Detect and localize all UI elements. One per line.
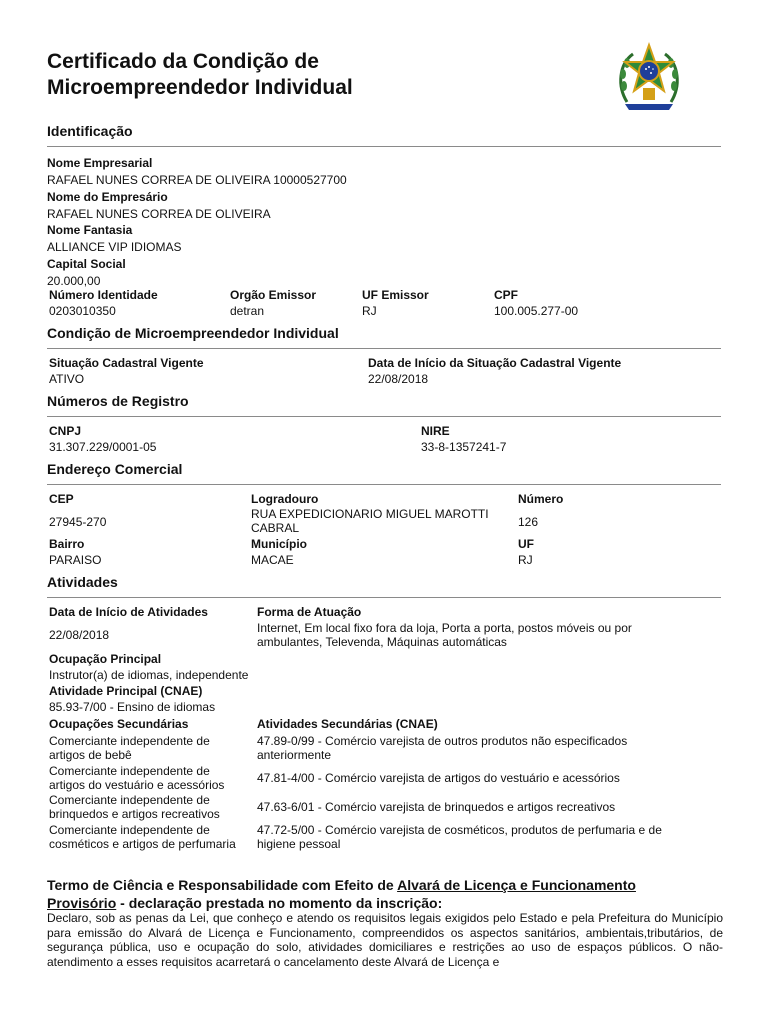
- data-inicio-situacao-value: 22/08/2018: [368, 372, 429, 386]
- atividade-secundaria-item: [257, 734, 627, 762]
- forma-atuacao-value: [257, 621, 632, 649]
- capital-social-label: Capital Social: [47, 257, 126, 271]
- numero-value: 126: [518, 515, 539, 529]
- ocupacao-secundaria-item: [49, 734, 210, 762]
- logradouro-value: [251, 507, 489, 535]
- atividades-secundarias-label: Atividades Secundárias (CNAE): [257, 717, 438, 731]
- divider: [47, 416, 721, 417]
- divider: [47, 597, 721, 598]
- nome-empresario-label: Nome do Empresário: [47, 190, 168, 204]
- data-inicio-atividades-label: Data de Início de Atividades: [49, 605, 208, 619]
- nire-label: NIRE: [421, 424, 450, 438]
- ocupacao-principal-label: Ocupação Principal: [49, 652, 162, 666]
- situacao-cadastral-label: Situação Cadastral Vigente: [49, 356, 204, 370]
- divider: [47, 146, 721, 147]
- termo-title-prefix: Termo de Ciência e Responsabilidade com Efeito de: [47, 877, 398, 893]
- capital-social-value: 20.000,00: [47, 274, 101, 288]
- ocupacao-secundaria-line1: Comerciante independente de: [49, 793, 210, 807]
- cpf-label: CPF: [494, 288, 518, 302]
- ocupacao-secundaria-item: [49, 764, 224, 792]
- declaration-text: Declaro, sob as penas da Lei, que conheço e atendo os requisitos legais exigidos pelo Estado e pela Prefeitura do Município para emissão do Alvará de Licença e Funcionamento, compreendidos os aspectos sanitários, ambientais,tributários, de segurança pública, uso e ocupação do solo, atividades domiciliares e restrições ao uso de espaços públicos. O não-atendimento a esses requisitos acarretará o cancelamento deste Alvará de Licença e: [47, 911, 723, 969]
- uf-label: UF: [518, 537, 534, 551]
- ocupacao-secundaria-line2: artigos de bebê: [49, 748, 132, 762]
- bairro-value: PARAISO: [49, 553, 102, 567]
- logradouro-line1: RUA EXPEDICIONARIO MIGUEL MAROTTI: [251, 507, 489, 521]
- cep-label: CEP: [49, 492, 74, 506]
- ocupacao-secundaria-item: [49, 823, 236, 851]
- forma-atuacao-line2: ambulantes, Televenda, Máquinas automáticas: [257, 635, 507, 649]
- termo-title-suffix: - declaração prestada no momento da inscrição:: [116, 895, 443, 911]
- atividade-secundaria-item: [257, 800, 615, 814]
- section-identificacao-heading: Identificação: [47, 123, 133, 139]
- ocupacao-secundaria-line1: Comerciante independente de: [49, 764, 210, 778]
- uf-emissor-value: RJ: [362, 304, 377, 318]
- cpf-value: 100.005.277-00: [494, 304, 579, 318]
- nome-empresarial-value: RAFAEL NUNES CORREA DE OLIVEIRA 10000527700: [47, 173, 347, 187]
- alvara-link[interactable]: Alvará de Licença e Funcionamento: [397, 877, 636, 893]
- ocupacao-secundaria-item: [49, 793, 220, 821]
- uf-emissor-label: UF Emissor: [362, 288, 429, 302]
- orgao-emissor-label: Orgão Emissor: [230, 288, 317, 302]
- provisorio-link[interactable]: Provisório: [47, 895, 117, 911]
- nire-value: 33-8-1357241-7: [421, 440, 507, 454]
- forma-atuacao-label: Forma de Atuação: [257, 605, 362, 619]
- ocupacao-secundaria-line2: cosméticos e artigos de perfumaria: [49, 837, 236, 851]
- atividade-principal-label: Atividade Principal (CNAE): [49, 684, 203, 698]
- page-title-line1: Certificado da Condição de: [47, 50, 319, 73]
- ocupacao-secundaria-line1: Comerciante independente de: [49, 734, 210, 748]
- municipio-label: Município: [251, 537, 307, 551]
- atividade-secundaria-line1: 47.81-4/00 - Comércio varejista de artigos do vestuário e acessórios: [257, 771, 620, 785]
- cep-value: 27945-270: [49, 515, 107, 529]
- cnpj-label: CNPJ: [49, 424, 82, 438]
- numero-label: Número: [518, 492, 564, 506]
- logradouro-line2: CABRAL: [251, 521, 300, 535]
- nome-fantasia-label: Nome Fantasia: [47, 223, 133, 237]
- uf-value: RJ: [518, 553, 533, 567]
- divider: [47, 348, 721, 349]
- atividade-secundaria-line1: 47.63-6/01 - Comércio varejista de brinquedos e artigos recreativos: [257, 800, 616, 814]
- atividade-secundaria-line1: 47.72-5/00 - Comércio varejista de cosméticos, produtos de perfumaria e de: [257, 823, 662, 837]
- forma-atuacao-line1: Internet, Em local fixo fora da loja, Porta a porta, postos móveis ou por: [257, 621, 632, 635]
- section-atividades-heading: Atividades: [47, 574, 118, 590]
- nome-empresarial-label: Nome Empresarial: [47, 156, 153, 170]
- section-condicao-heading: Condição de Microempreendedor Individual: [47, 325, 339, 341]
- orgao-emissor-value: detran: [230, 304, 265, 318]
- municipio-value: MACAE: [251, 553, 294, 567]
- atividade-principal-value: 85.93-7/00 - Ensino de idiomas: [49, 700, 216, 714]
- bairro-label: Bairro: [49, 537, 85, 551]
- section-endereco-heading: Endereço Comercial: [47, 461, 183, 477]
- atividade-secundaria-line2: higiene pessoal: [257, 837, 341, 851]
- cnpj-value: 31.307.229/0001-05: [49, 440, 157, 454]
- ocupacao-secundaria-line2: artigos do vestuário e acessórios: [49, 778, 225, 792]
- data-inicio-situacao-label: Data de Início da Situação Cadastral Vigente: [368, 356, 622, 370]
- atividade-secundaria-item: [257, 823, 662, 851]
- situacao-cadastral-value: ATIVO: [49, 372, 85, 386]
- ocupacoes-secundarias-label: Ocupações Secundárias: [49, 717, 189, 731]
- numero-identidade-value: 0203010350: [49, 304, 116, 318]
- ocupacao-principal-value: Instrutor(a) de idiomas, independente: [49, 668, 249, 682]
- nome-fantasia-value: ALLIANCE VIP IDIOMAS: [47, 240, 182, 254]
- data-inicio-atividades-value: 22/08/2018: [49, 628, 110, 642]
- atividade-secundaria-item: [257, 771, 620, 785]
- ocupacao-secundaria-line2: brinquedos e artigos recreativos: [49, 807, 220, 821]
- page-title-line2: Microempreendedor Individual: [47, 76, 353, 99]
- atividade-secundaria-line1: 47.89-0/99 - Comércio varejista de outros produtos não especificados: [257, 734, 628, 748]
- numero-identidade-label: Número Identidade: [49, 288, 158, 302]
- ocupacao-secundaria-line1: Comerciante independente de: [49, 823, 210, 837]
- divider: [47, 484, 721, 485]
- brazil-coat-of-arms-icon: [613, 42, 685, 114]
- atividade-secundaria-line2: anteriormente: [257, 748, 332, 762]
- nome-empresario-value: RAFAEL NUNES CORREA DE OLIVEIRA: [47, 207, 271, 221]
- page-title: [47, 49, 567, 101]
- logradouro-label: Logradouro: [251, 492, 319, 506]
- termo-heading: [47, 876, 723, 912]
- section-registro-heading: Números de Registro: [47, 393, 189, 409]
